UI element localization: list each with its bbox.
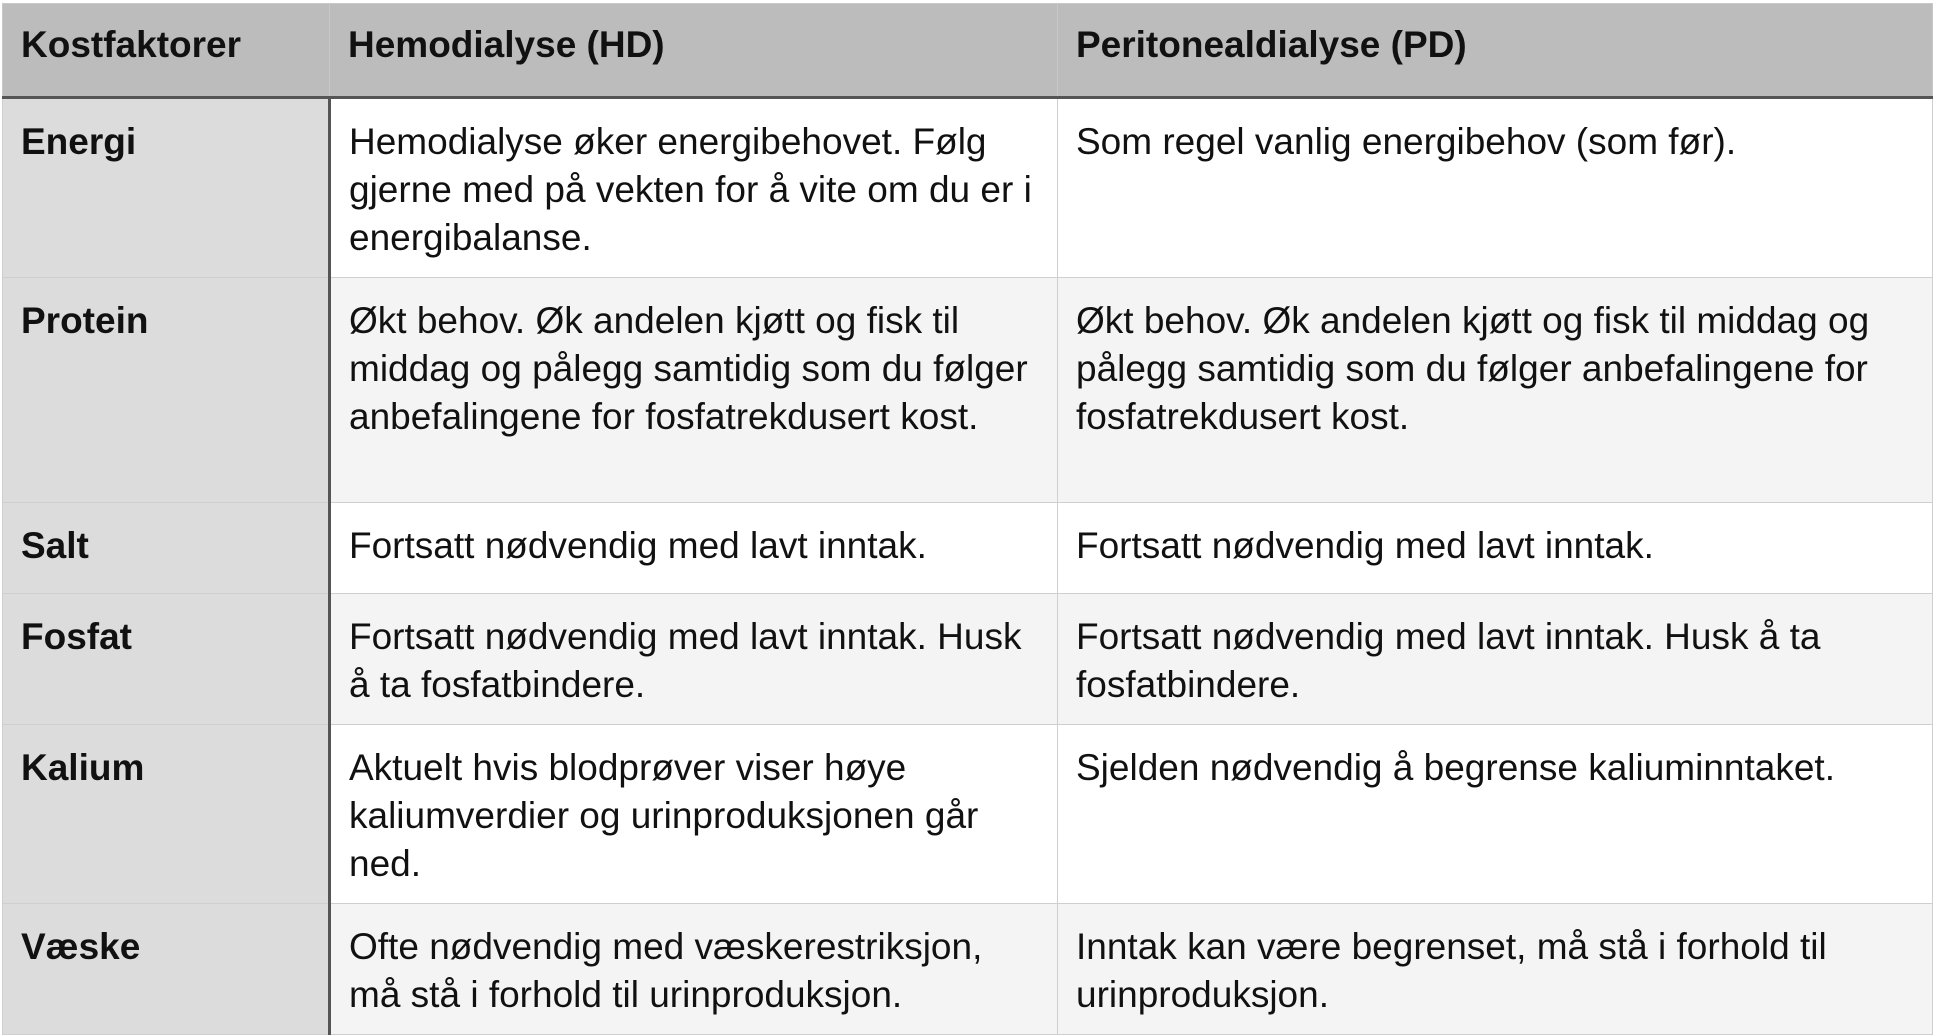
cell-pd-energi: Som regel vanlig energibehov (som før). [1058, 98, 1933, 278]
cell-pd-kalium: Sjelden nødvendig å begrense kaliuminntaket. [1058, 725, 1933, 904]
cell-pd-fosfat: Fortsatt nødvendig med lavt inntak. Husk å ta fosfatbindere. [1058, 594, 1933, 725]
table-row [3, 98, 1933, 278]
row-label-energi: Energi [3, 98, 330, 278]
cell-pd-salt: Fortsatt nødvendig med lavt inntak. [1058, 503, 1933, 594]
cell-hd-vaeske: Ofte nødvendig med væskerestriksjon, må stå i forhold til urinproduksjon. [330, 904, 1058, 1035]
table-row [3, 594, 1933, 725]
table-row [3, 503, 1933, 594]
cell-hd-fosfat: Fortsatt nødvendig med lavt inntak. Husk å ta fosfatbindere. [330, 594, 1058, 725]
table-header-row [3, 4, 1933, 98]
header-kostfaktorer: Kostfaktorer [3, 4, 330, 98]
row-label-protein: Protein [3, 278, 330, 503]
cell-hd-salt: Fortsatt nødvendig med lavt inntak. [330, 503, 1058, 594]
row-label-kalium: Kalium [3, 725, 330, 904]
cell-hd-protein: Økt behov. Øk andelen kjøtt og fisk til middag og pålegg samtidig som du følger anbefalingene for fosfatrekdusert kost. [330, 278, 1058, 503]
cell-hd-energi: Hemodialyse øker energibehovet. Følg gjerne med på vekten for å vite om du er i energibalanse. [330, 98, 1058, 278]
row-label-fosfat: Fosfat [3, 594, 330, 725]
cell-pd-protein: Økt behov. Øk andelen kjøtt og fisk til middag og pålegg samtidig som du følger anbefalingene for fosfatrekdusert kost. [1058, 278, 1933, 503]
table-row [3, 904, 1933, 1035]
cell-pd-vaeske: Inntak kan være begrenset, må stå i forhold til urinproduksjon. [1058, 904, 1933, 1035]
diet-comparison-table [2, 3, 1933, 1035]
row-label-salt: Salt [3, 503, 330, 594]
cell-hd-kalium: Aktuelt hvis blodprøver viser høye kaliumverdier og urinproduksjonen går ned. [330, 725, 1058, 904]
table-row [3, 278, 1933, 503]
row-label-vaeske: Væske [3, 904, 330, 1035]
header-peritonealdialyse: Peritonealdialyse (PD) [1058, 4, 1933, 98]
table-row [3, 725, 1933, 904]
header-hemodialyse: Hemodialyse (HD) [330, 4, 1058, 98]
